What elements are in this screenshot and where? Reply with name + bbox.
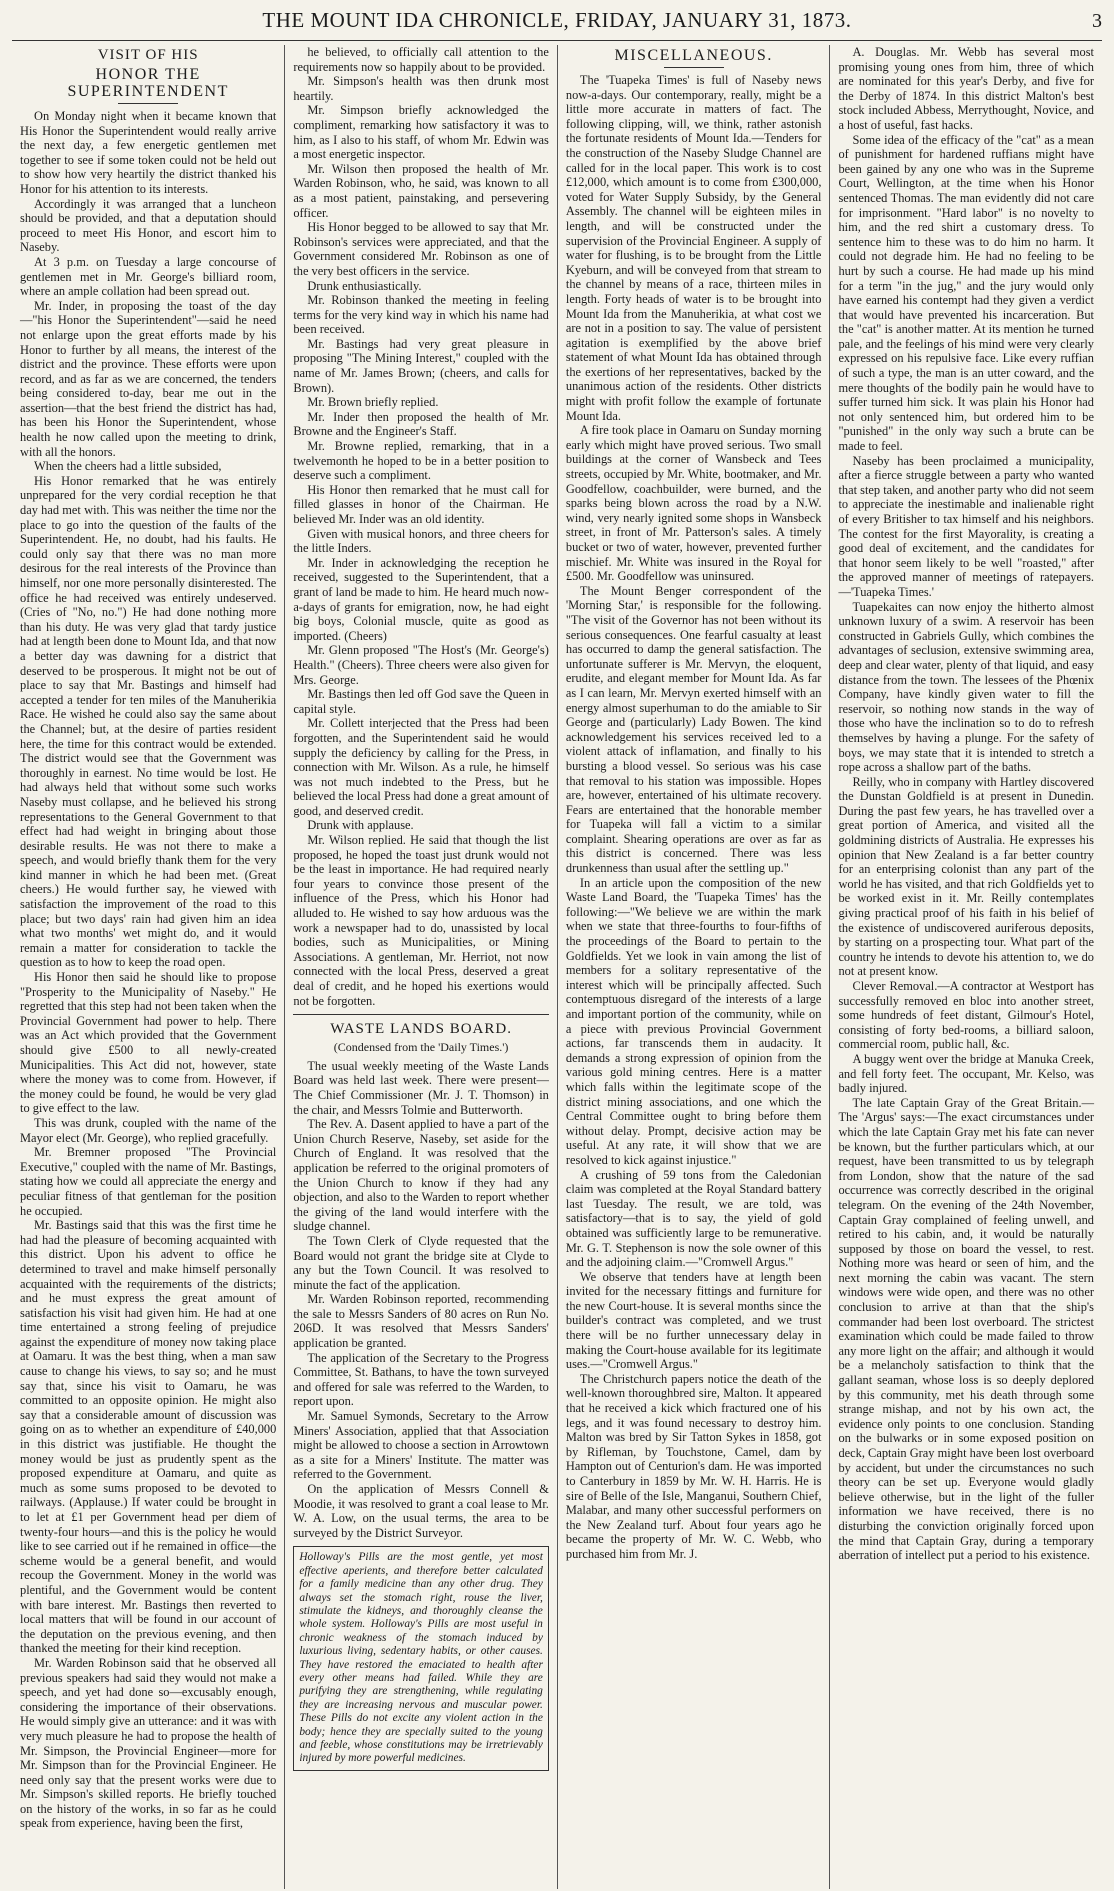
column-4: [829, 45, 1102, 1889]
paragraph: Mr. Samuel Symonds, Secretary to the Arrow Miners' Association, applied that that Association might be allowed to choose a section in Arrowtown as a site for a Miners' Institute. The matter was referred to the Government.: [293, 1409, 549, 1482]
paragraph: Drunk with applause.: [307, 818, 414, 833]
paragraph: His Honor then said he should like to propose "Prosperity to the Municipality of Naseby." He regretted that this step had not been taken when the Provincial Government had power to help. There was an Act which provided that the Government should give £500 to all newly-created Municipalities. This Act did not, however, state where the money was to come from. However, if the money could be found, he would be very glad to give effect to the law.: [20, 970, 277, 1116]
paragraph: Mr. Collett interjected that the Press had been forgotten, and the Superintendent said he would supply the deficiency by calling for the Press, in connection with Mr. Wilson. As a rule, he himself was not much indebted to the Press, but he believed the local Press had done a great amount of good, and deserved credit.: [293, 716, 549, 818]
paragraph: In an article upon the composition of the new Waste Land Board, the 'Tuapeka Times' has the following:—"We believe we are within the mark when we state that three-fourths to four-fifths of the proceedings of the Board to pertain to the Goldfields. Yet we look in vain among the list of members for a solitary representative of the interest which will be principally affected. Such contemptuous disregard of the interests of a large and important portion of the community, while on a piece with previous Provincial Government actions, far transcends them in audacity. It demands a strong expression of opinion from the various gold mining centres. Here is a matter which falls within the legitimate scope of the district mining associations, and one which the Central Committee ought to bring before them without delay. Prompt, decisive action may be useful. At any rate, it will show that we are resolved to kick against injustice.": [565, 875, 822, 1167]
paragraph: The Mount Benger correspondent of the 'Morning Star,' is responsible for the following. "The visit of the Governor has not been without its serious consequences. One fearful casualty at least has occurred to damp the general satisfaction. The unfortunate sufferer is Mr. Mervyn, the eloquent, erudite, and elegant member for Mount Ida. As far as I can learn, Mr. Mervyn exerted himself with an energy almost superhuman to do the amiable to Sir George and (particularly) Lady Bowen. The kind acknowledgement his services received led to a violent attack of inflamation, and finally to his bursting a blood vessel. So serious was his case that removal to his station was impossible. Hopes are, however, entertained of his ultimate recovery. Fears are entertained that the honorable member for Tuapeka will fall a victim to a similar complaint. Shearing operations are over as far as this district is concerned. There was less drunkenness than usual after the settling up.": [565, 583, 822, 876]
paragraph: A buggy went over the bridge at Manuka Creek, and fell forty feet. The occupant, Mr. Kelso, was badly injured.: [838, 1051, 1094, 1096]
paragraph: Naseby has been proclaimed a municipality, after a fierce struggle between a party who wanted that step taken, and another party who did not seem to appreciate the inestimable and inalienable right of every Britisher to tax himself and his neighbors. The contest for the first Mayorality, is creating a good deal of excitement, and the candidates for that honor seem likely to be well "roasted," after the approved manner of meetings of ratepayers.—'Tuapeka Times.': [838, 453, 1094, 599]
paragraph: The Rev. A. Dasent applied to have a part of the Union Church Reserve, Naseby, set aside for the Church of England. It was resolved that the application be referred to the original promoters of the Union Church to know if they had any objection, and also to the Warden to report whether the giving of the land would interfere with the sludge channel.: [293, 1117, 549, 1234]
article-body: [838, 45, 1094, 1563]
paragraph: The Town Clerk of Clyde requested that the Board would not grant the bridge site at Clyde to any but the Town Council. It was resolved to minute the fact of the application.: [293, 1233, 549, 1292]
paragraph: The Christchurch papers notice the death of the well-known thoroughbred sire, Malton. It appeared that he received a kick which fractured one of his legs, and it was found necessary to destroy him. Malton was bred by Sir Tatton Sykes in 1858, got by Rifleman, by Touchstone, Camel, dam by Hampton out of Centurion's dam. He was imported to Canterbury in 1859 by Mr. W. H. Harris. He is sire of Belle of the Isle, Manganui, Southern Chief, Malabar, and many other successful performers on the New Zealand turf. About four years ago he became the property of Mr. W. C. Webb, who purchased him from Mr. J.: [565, 1371, 822, 1561]
paragraph: Mr. Wilson then proposed the health of Mr. Warden Robinson, who, he said, was known to all as a most patient, painstaking, and persevering officer.: [293, 161, 549, 220]
paragraph: Clever Removal.—A contractor at Westport has successfully removed en bloc into another street, some hundreds of feet distant, Gilmour's Hotel, consisting of forty bed-rooms, a billiard saloon, commercial room, public hall, &c.: [838, 979, 1094, 1052]
paragraph: Mr. Glenn proposed "The Host's (Mr. George's) Health." (Cheers). Three cheers were also given for Mrs. George.: [293, 643, 549, 687]
paragraph: Accordingly it was arranged that a luncheon should be provided, and that a deputation should proceed to meet His Honor, and escort him to Naseby.: [20, 196, 277, 255]
paragraph: When the cheers had a little subsided,: [34, 459, 222, 474]
article-heading-miscellaneous: MISCELLANEOUS.: [614, 47, 773, 64]
paragraph: The application of the Secretary to the Progress Committee, St. Bathans, to have the town surveyed and offered for sale was referred to the Warden, to report upon.: [293, 1350, 549, 1409]
paragraph: Mr. Simpson briefly acknowledged the compliment, remarking how satisfactory it was to him, as I also to his staff, of whom Mr. Edwin was a most energetic inspector.: [293, 103, 549, 162]
advertisement-text: Holloway's Pills are the most gentle, yet most effective aperients, and therefore better calculated for a family medicine than any other drug. They always set the stomach right, rouse the liver, stimulate the kidneys, and thoroughly cleanse the whole system. Holloway's Pills are most useful in chronic weakness of the stomach induced by luxurious living, sedentary habits, or other causes. They have restored the emaciated to health after every other means had failed. While they are purifying they are strengthening, while regulating they are increasing nervous and muscular power. These Pills do not excite any violent action in the body; hence they are specially suited to the young and feeble, whose constitutions may be irretrievably injured by more powerful medicines.: [299, 1551, 543, 1765]
column-3: [557, 45, 830, 1889]
paragraph: he believed, to officially call attention to the requirements now so happily about to be provided.: [293, 45, 549, 74]
paragraph: Mr. Brown briefly replied.: [307, 395, 439, 410]
article-heading-waste-lands: WASTE LANDS BOARD.: [330, 1021, 512, 1038]
article-subheading: (Condensed from the 'Daily Times.'): [333, 1040, 509, 1055]
article-heading-visit: VISIT OF HIS: [97, 47, 199, 63]
paragraph: A. Douglas. Mr. Webb has several most promising young ones from him, three of which are nominated for this year's Derby, and five for the Derby of 1874. In this district Malton's best stock included Abbess, Merrythought, Novice, and a host of useful, fast hacks.: [838, 45, 1094, 132]
paragraph: Mr. Inder then proposed the health of Mr. Browne and the Engineer's Staff.: [293, 409, 549, 439]
paragraph: His Honor then remarked that he must call for filled glasses in honor of the Chairman. He believed Mr. Inder was an old identity.: [293, 482, 549, 526]
paragraph: This was drunk, coupled with the name of the Mayor elect (Mr. George), who replied gracefully.: [20, 1115, 277, 1145]
divider: [664, 67, 724, 68]
column-1: [12, 45, 284, 1889]
paragraph: Mr. Inder, in proposing the toast of the day—"his Honor the Superintendent"—said he need not enlarge upon the great efforts made by his Honor to further by all means, the interest of the district and the province. These efforts were upon record, and as far as we are concerned, the tenders being considered to-day, bear me out in the assertion—that the best friend the district has had, has been his Honor the Superintendent, whose health he now called upon the meeting to drink, with all the honors.: [20, 298, 277, 459]
paragraph: The usual weekly meeting of the Waste Lands Board was held last week. There were present—The Chief Commissioner (Mr. J. T. Thomson) in the chair, and Messrs Tolmie and Butterworth.: [293, 1058, 549, 1117]
paragraph: Mr. Bastings had very great pleasure in proposing "The Mining Interest," coupled with the name of Mr. James Brown; (cheers, and calls for Brown).: [293, 336, 549, 395]
paragraph: Some idea of the efficacy of the "cat" as a mean of punishment for hardened ruffians might have been gained by any one who was in the Supreme Court, Wellington, at the time when his Honor sentenced Thomas. The man evidently did not care for imprisonment. "Hard labor" is no novelty to him, and the red shirt a customary dress. To sentence him to these was to do him no harm. It could not degrade him. He had no feeling to be hurt by such a course. He had made up his mind for a term "in the jug," and the jury would only have earned his contempt had they given a verdict that would have prevented his incarceration. But the "cat" is another matter. At its mention he turned pale, and the feelings of his mind were very clearly expressed on his repulsive face. Like every ruffian of such a type, the man is an utter coward, and the mere thoughts of the bodily pain he would have to suffer turned him sick. It was plain his Honor had not only sentenced him, but ordered him to be "punished" in the only way such a brute can be made to feel.: [838, 132, 1094, 454]
paragraph: We observe that tenders have at length been invited for the necessary fittings and furniture for the new Court-house. It is several months since the builder's contract was completed, and we trust there will be no further unnecessary delay in making the Court-house available for its legitimate uses.—"Cromwell Argus.": [565, 1269, 822, 1372]
paragraph: Mr. Inder in acknowledging the reception he received, suggested to the Superintendent, that a grant of land be made to him. He heard much now-a-days of grants for emigration, now, he had eight big boys, Colonial muscle, quite as good as imported. (Cheers): [293, 555, 549, 643]
paragraph: Mr. Robinson thanked the meeting in feeling terms for the very kind way in which his name had been received.: [293, 293, 549, 337]
paragraph: Mr. Simpson's health was then drunk most heartily.: [293, 74, 549, 103]
paragraph: The late Captain Gray of the Great Britain.—The 'Argus' says:—The exact circumstances under which the late Captain Gray met his fate can never be known, but the further particulars which, at our request, have been transmitted to us by telegraph from London, show that the nature of the sad occurrence was correctly described in the original telegram. On the evening of the 24th November, Captain Gray complained of feeling unwell, and retired to his cabin, and, it would be naturally supposed by those on board the vessel, to rest. Nothing more was heard or seen of him, and the next morning the cabin was vacant. The stern windows were wide open, and there was no other conclusion to arrive at than that the ship's commander had been lost overboard. The strictest examination which could be made failed to throw any more light on the affair; and although it would be a melancholy satisfaction to think that the gallant seaman, whose loss is so deeply deplored by this community, met his death through some strange mishap, and not by his own act, the evidence only points to one conclusion. Standing on the bulwarks or in some exposed position on deck, Captain Gray might have been lost overboard by accident, but under the circumstances no such theory can be set up. Everyone would gladly believe otherwise, but in the light of the fuller information we have received, there is no disturbing the conviction originally forced upon the mind that Captain Gray, during a temporary aberration of intellect put a period to his existence.: [838, 1095, 1094, 1563]
divider: [293, 1014, 549, 1015]
article-heading-superintendent: HONOR THE SUPERINTENDENT: [67, 66, 229, 100]
paragraph: A crushing of 59 tons from the Caledonian claim was completed at the Royal Standard battery last Tuesday. The result, we are told, was satisfactory—that is to say, the yield of gold obtained was sufficiently large to be remunerative. Mr. G. T. Stephenson is now the sole owner of this and the adjoining claim.—"Cromwell Argus.": [565, 1167, 822, 1270]
masthead: [12, 8, 1102, 41]
article-body: [293, 1059, 549, 1541]
advertisement-holloways-pills: [293, 1546, 549, 1771]
paragraph: Given with musical honors, and three cheers for the little Inders.: [293, 526, 549, 556]
paragraph: Mr. Bremner proposed "The Provincial Executive," coupled with the name of Mr. Bastings, stating how we could all appreciate the energy and peculiar fitness of that gentleman for the position he occupied.: [20, 1145, 277, 1218]
divider: [118, 103, 178, 104]
paragraph: Reilly, who in company with Hartley discovered the Dunstan Goldfield is at present in Dunedin. During the past few years, he has travelled over a great portion of America, and visited all the goldmining districts of Australia. He expresses his opinion that New Zealand is a far better country for an enterprising colonist than any part of the world he has visited, and that rich Goldfields yet to be worked exist in it. Mr. Reilly contemplates giving practical proof of his faith in his belief of the existence of undiscovered auriferous deposits, by starting on a prospecting tour. What part of the country he intends to devote his attention to, we do not at present know.: [838, 774, 1094, 979]
paragraph: A fire took place in Oamaru on Sunday morning early which might have proved serious. Two small buildings at the corner of Wansbeck and Tees streets, occupied by Mr. White, bootmaker, and Mr. Goodfellow, coachbuilder, were burned, and the sparks being blown across the road by a N.W. wind, very nearly ignited some shops in Wansbeck street, in front of Mr. Patterson's sales. A timely bucket or two of water, however, prevented further mischief. Mr. White was insured in the Royal for £500. Mr. Goodfellow was uninsured.: [565, 423, 822, 584]
paragraph: Drunk enthusiastically.: [307, 278, 422, 293]
paragraph: Mr. Bastings then led off God save the Queen in capital style.: [293, 687, 549, 716]
paragraph: The 'Tuapeka Times' is full of Naseby news now-a-days. Our contemporary, really, might be a little more accurate in matters of fact. The following clipping, will, we think, rather astonish the fortunate residents of Mount Ida.—Tenders for the construction of the Naseby Sludge Channel are called for in the local paper. This work is to cost £12,000, which amount is to come from £300,000, voted for Water Supply Subsidy, by the General Assembly. The channel will be eighteen miles in length, and will be constructed under the supervision of the Provincial Engineer. A supply of water for flushing, is to be brought from the Little Kyeburn, and will be conveyed from that stream to the channel by means of a race, thirteen miles in length. Forty heads of water is to be brought into Mount Ida from the Manuherikia, at what cost we are not in a position to say. The value of persistent agitation is exemplified by the above brief statement of what Mount Ida has obtained through the exertions of her representatives, backed by the unanimous action of the residents. Other districts might with profit follow the example of fortunate Mount Ida.: [565, 73, 822, 423]
paragraph: Tuapekaites can now enjoy the hitherto almost unknown luxury of a swim. A reservoir has been constructed in Gabriels Gully, which combines the advantages of seclusion, extensive swimming area, deep and clear water, plenty of that liquid, and easy distance from the town. The lessees of the Phœnix Company, have kindly given water to fill the reservoir, so nothing now stands in the way of those who have the inclination so to do to refresh themselves by having a plunge. For the safety of boys, we may state that it is intended to stretch a rope across a shallow part of the baths.: [838, 599, 1094, 775]
paragraph: Mr. Wilson replied. He said that though the list proposed, he hoped the toast just drunk would not be the least in importance. He had required nearly four years to convince those present of the influence of the Press, which his Honor had alluded to. He wished to say how arduous was the work a newspaper had to do, unassisted by local bodies, such as Municipalities, or Mining Associations. A gentleman, Mr. Herriot, not now connected with the local Press, deserved a great deal of credit, and he hoped his exertions would not be forgotten.: [293, 833, 549, 1008]
masthead-title: THE MOUNT IDA CHRONICLE, FRIDAY, JANUARY 31, 1873.: [262, 8, 852, 32]
article-body: [20, 109, 276, 1831]
page-number: 3: [1092, 10, 1102, 32]
column-2: [284, 45, 557, 1889]
paragraph: His Honor remarked that he was entirely unprepared for the very cordial reception he that day had met with. This was neither the time nor the place to go into the question of the faults of the Superintendent. He, no doubt, had his faults. He could only say that there was no man more desirous for the real interests of the Province than himself, nor one more personally disinterested. The office he had received was entirely undeserved. (Cries of "No, no.") He had done nothing more than his duty. He was very glad that tardy justice had at length been done to Mount Ida, and that now a better day was dawning for a district that deserved to be prosperous. It might not be out of place to say that Mr. Bastings and himself had accepted a tender for ten miles of the Manuherikia Race. He wished he could also say the same about the Channel; but, at the desire of parties resident here, the time for this contract would be extended. The district would see that the Government was thoroughly in earnest. No time would be lost. He had always held that without some such works Naseby must collapse, and he believed his strong representations to the General Government to that effect had had weight in bringing about those desirable results. He was not there to make a speech, and would briefly thank them for the very kind manner in which he had been met. (Great cheers.) He would further say, he viewed with satisfaction the improvement of the road to this place; but two days' rain had given him an idea what two months' wet might do, and it would remain a matter for consideration to tackle the question as to how to keep the road open.: [20, 473, 277, 970]
paragraph: His Honor begged to be allowed to say that Mr. Robinson's services were appreciated, and that the Government considered Mr. Robinson as one of the very best officers in the service.: [293, 220, 549, 278]
article-body: [566, 73, 822, 1562]
paragraph: Mr. Warden Robinson said that he observed all previous speakers had said they would not make a speech, and yet had done so—excusably enough, considering the importance of their observations. He would simply give an utterance: and it was with very much pleasure he had to propose the health of Mr. Simpson, the Provincial Engineer—more for Mr. Simpson than for the Provincial Engineer. He need only say that the present works were due to Mr. Simpson's skilled reports. He briefly touched on the history of the works, in so far as he could speak from experience, having been the first,: [20, 1655, 277, 1831]
paragraph: On the application of Messrs Connell & Moodie, it was resolved to grant a coal lease to Mr. W. A. Low, on the usual terms, the area to be surveyed by the District Surveyor.: [293, 1482, 549, 1540]
paragraph: Mr. Browne replied, remarking, that in a twelvemonth he hoped to be in a better position to deserve such a compliment.: [293, 439, 549, 483]
paragraph: Mr. Warden Robinson reported, recommending the sale to Messrs Sanders of 80 acres on Run No. 206D. It was resolved that Messrs Sanders' application be granted.: [293, 1292, 549, 1351]
columns: [12, 45, 1102, 1889]
paragraph: Mr. Bastings said that this was the first time he had had the pleasure of becoming acquainted with this district. Upon his advent to office he determined to travel and make himself personally acquainted with the requirements of the districts; and he must express the great amount of satisfaction his visit had given him. He had at one time entertained a strong feeling of prejudice against the expenditure of money now taking place at Oamaru. It was the best thing, when a man saw cause to change his views, to say so; and he must say that, since his visit to Oamaru, he was committed to an opposite opinion. He might also say that a considerable amount of discussion was going on as to whether an expenditure of £40,000 in this district was justifiable. He thought the money would be just as prudently spent as the proposed expenditure at Oamaru, and quite as much as some sums proposed to be devoted to railways. (Applause.) If water could be brought in to let at £1 per Government head per diem of twenty-four hours—and this is the policy he would like to see carried out if he remained in office—the scheme would be a general benefit, and would recoup the Government. Money in the world was plentiful, and the Government would be content with bare interest. Mr. Bastings then reverted to local matters that will be found in our account of the deputation on the previous evening, and then thanked the meeting for their kind reception.: [20, 1218, 277, 1656]
paragraph: On Monday night when it became known that His Honor the Superintendent would really arrive the next day, a few energetic gentlemen met together to see if some token could not be held out to show how very heartily the district thanked his Honor for his attention to its interests.: [20, 109, 277, 196]
article-body: [293, 45, 549, 1008]
paragraph: At 3 p.m. on Tuesday a large concourse of gentlemen met in Mr. George's billiard room, where an ample collation had been spread out.: [20, 254, 277, 299]
